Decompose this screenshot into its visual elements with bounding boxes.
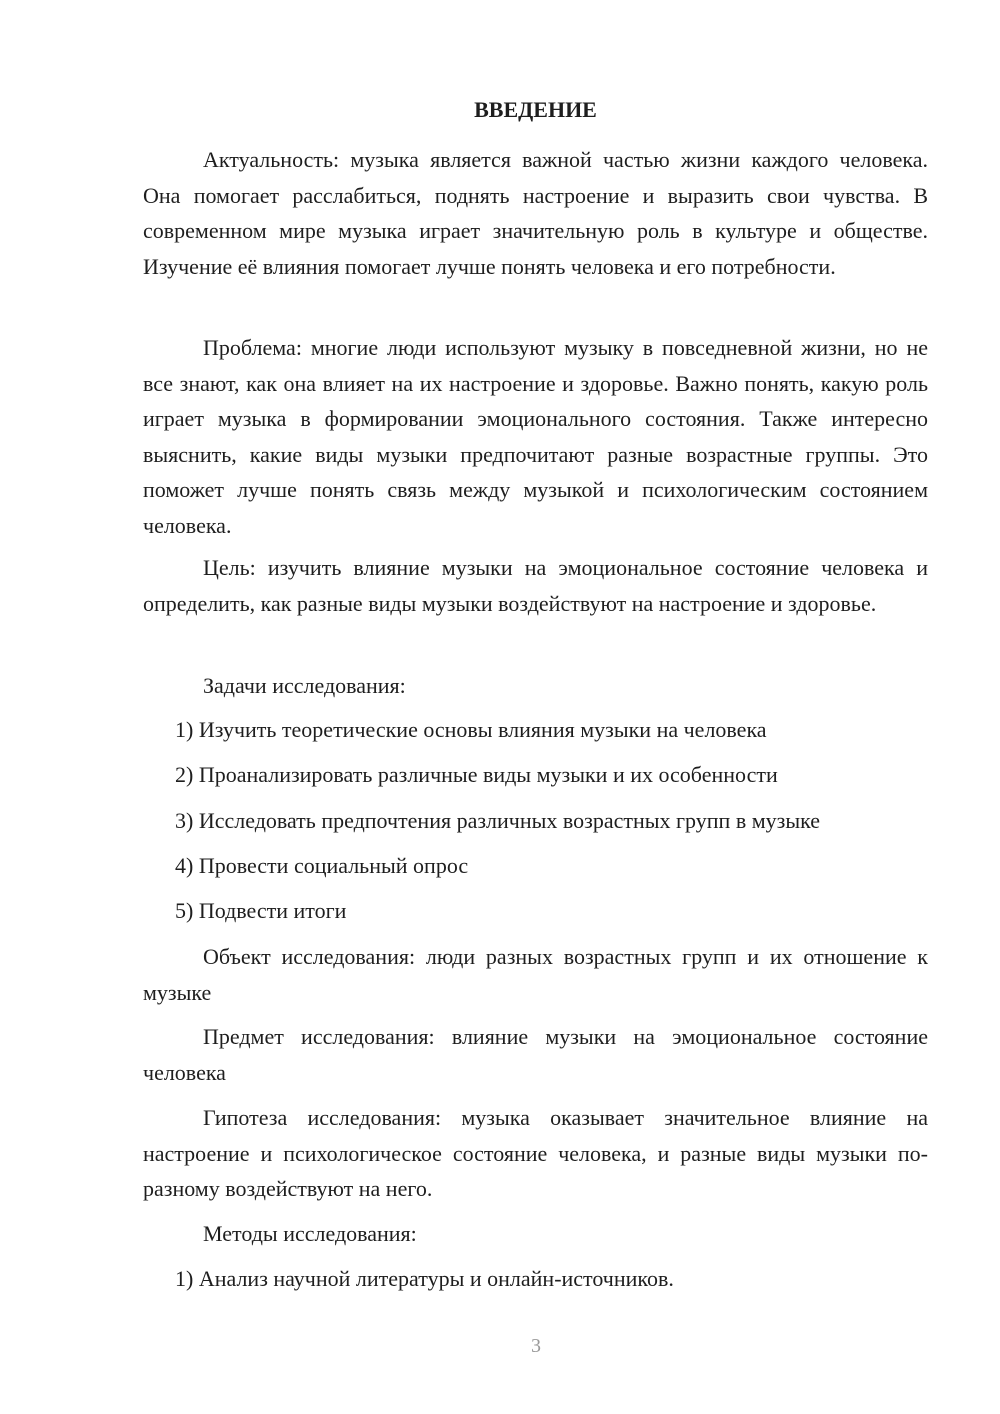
goal-paragraph: Цель: изучить влияние музыки на эмоциональное состояние человека и определить, как разные виды музыки воздействуют на настроение и здоровье. xyxy=(143,555,928,616)
section-heading: ВВЕДЕНИЕ xyxy=(474,97,597,122)
relevance-paragraph: Актуальность: музыка является важной частью жизни каждого человека. Она помогает расслабиться, поднять настроение и выразить свои чувства. В современном мире музыка играет значительную роль в культуре и обществе. Изучение её влияния помогает лучше понять человека и его потребности. xyxy=(143,147,928,279)
method-item-1: 1) Анализ научной литературы и онлайн-источников. xyxy=(175,1266,674,1291)
subject-paragraph: Предмет исследования: влияние музыки на эмоциональное состояние человека xyxy=(143,1024,928,1085)
hypothesis-paragraph: Гипотеза исследования: музыка оказывает значительное влияние на настроение и психологическое состояние человека, и разные виды музыки по-разному воздействуют на него. xyxy=(143,1105,928,1201)
task-item-2: 2) Проанализировать различные виды музыки и их особенности xyxy=(175,762,778,787)
task-item-3: 3) Исследовать предпочтения различных возрастных групп в музыке xyxy=(175,808,821,833)
problem-paragraph: Проблема: многие люди используют музыку в повседневной жизни, но не все знают, как она влияет на их настроение и здоровье. Важно понять, какую роль играет музыка в формировании эмоционального состояния. Также интересно выяснить, какие виды музыки предпочитают разные возрастные группы. Это поможет лучше понять связь между музыкой и психологическим состоянием человека. xyxy=(143,335,928,538)
tasks-heading: Задачи исследования: xyxy=(203,673,406,698)
task-item-1: 1) Изучить теоретические основы влияния музыки на человека xyxy=(175,717,767,742)
object-paragraph: Объект исследования: люди разных возрастных групп и их отношение к музыке xyxy=(143,944,928,1005)
task-item-4: 4) Провести социальный опрос xyxy=(175,853,469,878)
page-number: 3 xyxy=(531,1335,541,1357)
methods-heading: Методы исследования: xyxy=(203,1221,417,1246)
task-item-5: 5) Подвести итоги xyxy=(175,898,347,923)
